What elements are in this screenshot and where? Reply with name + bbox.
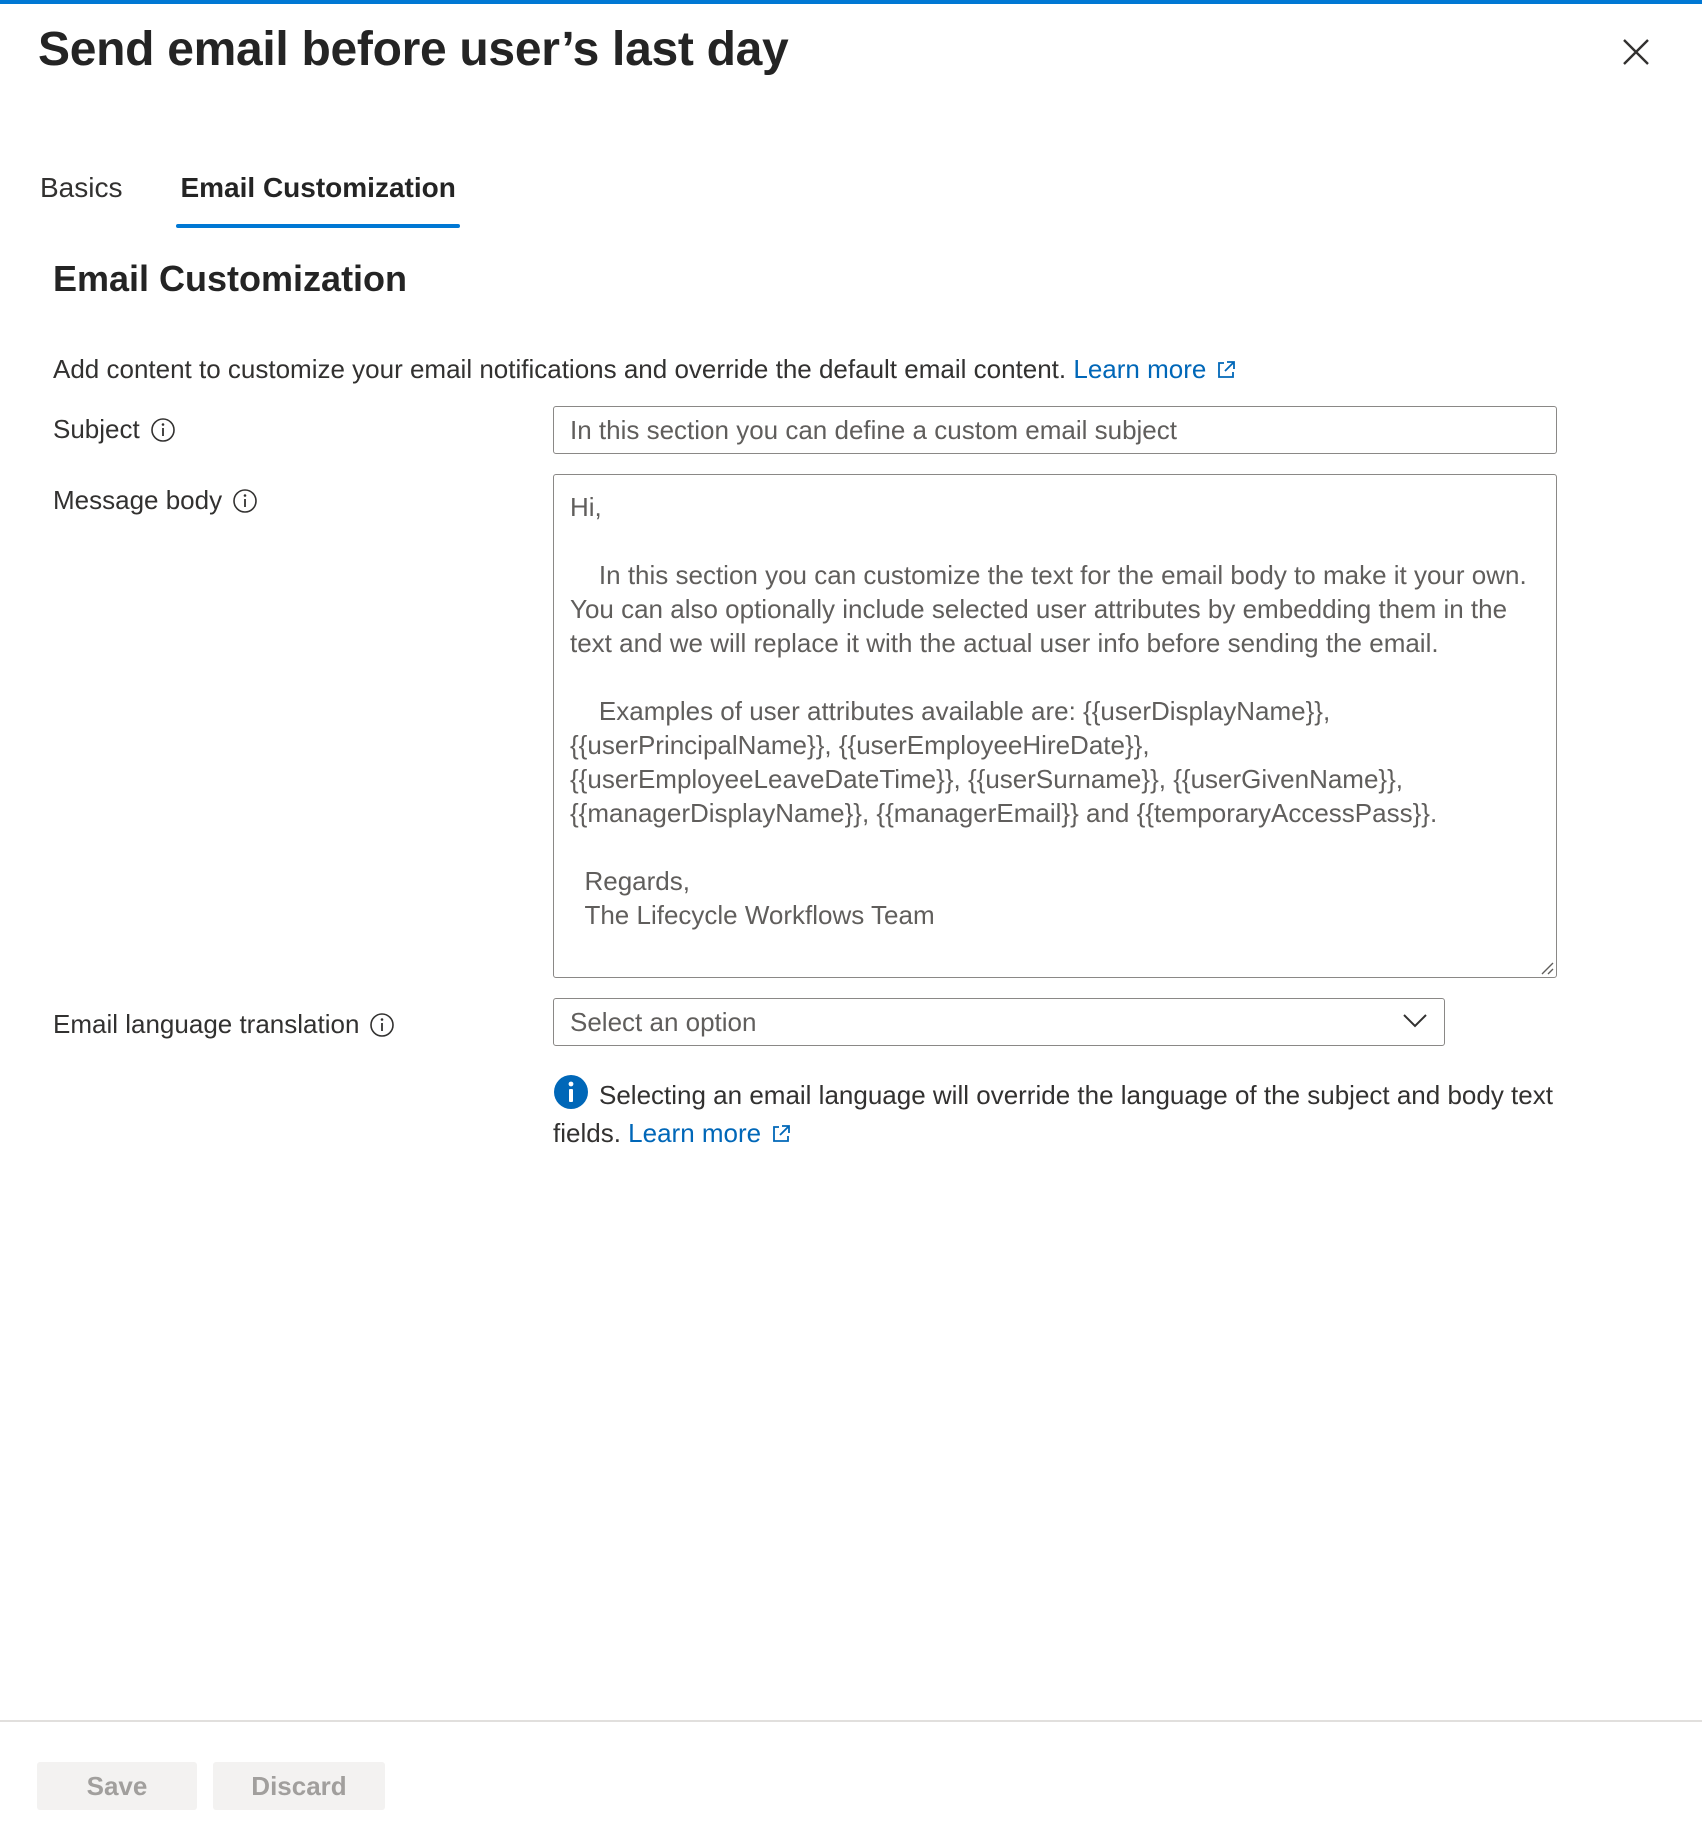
- message-body-paragraph: Examples of user attributes available are: {{userDisplayName}}, {{userPrincipalName}}, {{userEmployeeHireDate}}, {{userEmployeeLeaveDateTime}}, {{userSurname}}, {{userGivenName}}, {{managerDisplayName}}, {{managerEmail}} and {{temporaryAccessPass}}.: [570, 696, 1438, 828]
- info-icon[interactable]: [150, 417, 176, 443]
- learn-more-link[interactable]: [628, 1118, 791, 1148]
- dropdown-value: Select an option: [570, 1007, 757, 1037]
- info-icon[interactable]: [232, 488, 258, 514]
- subject-input[interactable]: In this section you can define a custom email subject: [553, 406, 1557, 454]
- learn-more-label: Learn more: [1073, 354, 1207, 384]
- language-note-text: Selecting an email language will override the language of the subject and body text fields.: [553, 1080, 1553, 1148]
- learn-more-label: Learn more: [628, 1118, 762, 1148]
- message-body-label: [53, 485, 258, 516]
- message-body-label-text: Message body: [53, 485, 223, 515]
- discard-button[interactable]: Discard: [213, 1762, 385, 1810]
- info-filled-icon: [553, 1074, 589, 1110]
- tab-bar: [36, 154, 510, 230]
- email-language-dropdown[interactable]: [553, 998, 1445, 1046]
- resize-handle-icon[interactable]: [1538, 959, 1554, 975]
- message-body-greeting: Hi,: [570, 492, 602, 522]
- message-body-textarea[interactable]: [553, 474, 1557, 978]
- subject-label-text: Subject: [53, 414, 140, 444]
- section-title: Email Customization: [53, 258, 408, 299]
- external-link-icon: [1216, 360, 1236, 380]
- description-text: Add content to customize your email notifications and override the default email content.: [53, 354, 1067, 384]
- save-button[interactable]: Save: [37, 1762, 197, 1810]
- learn-more-link[interactable]: [1073, 354, 1236, 384]
- message-body-paragraph: In this section you can customize the text for the email body to make it your own. You can also optionally include selected user attributes by embedding them in the text and we will replace it with the actual user info before sending the email.: [570, 560, 1534, 658]
- language-info-note: [553, 1074, 1563, 1152]
- subject-label: [53, 414, 176, 445]
- footer-divider: [0, 1720, 1702, 1722]
- email-language-label-text: Email language translation: [53, 1009, 360, 1039]
- info-icon[interactable]: [369, 1012, 395, 1038]
- chevron-down-icon: [1402, 1013, 1428, 1029]
- tab-basics[interactable]: Basics: [40, 172, 123, 203]
- external-link-icon: [771, 1124, 791, 1144]
- close-icon: [1623, 39, 1649, 65]
- tab-email-customization[interactable]: Email Customization: [176, 154, 459, 230]
- section-description: [53, 354, 1236, 385]
- close-button[interactable]: [1616, 32, 1656, 72]
- panel-title: Send email before user’s last day: [38, 23, 789, 76]
- email-language-label: [53, 1009, 395, 1040]
- message-body-signature: Regards, The Lifecycle Workflows Team: [584, 866, 935, 930]
